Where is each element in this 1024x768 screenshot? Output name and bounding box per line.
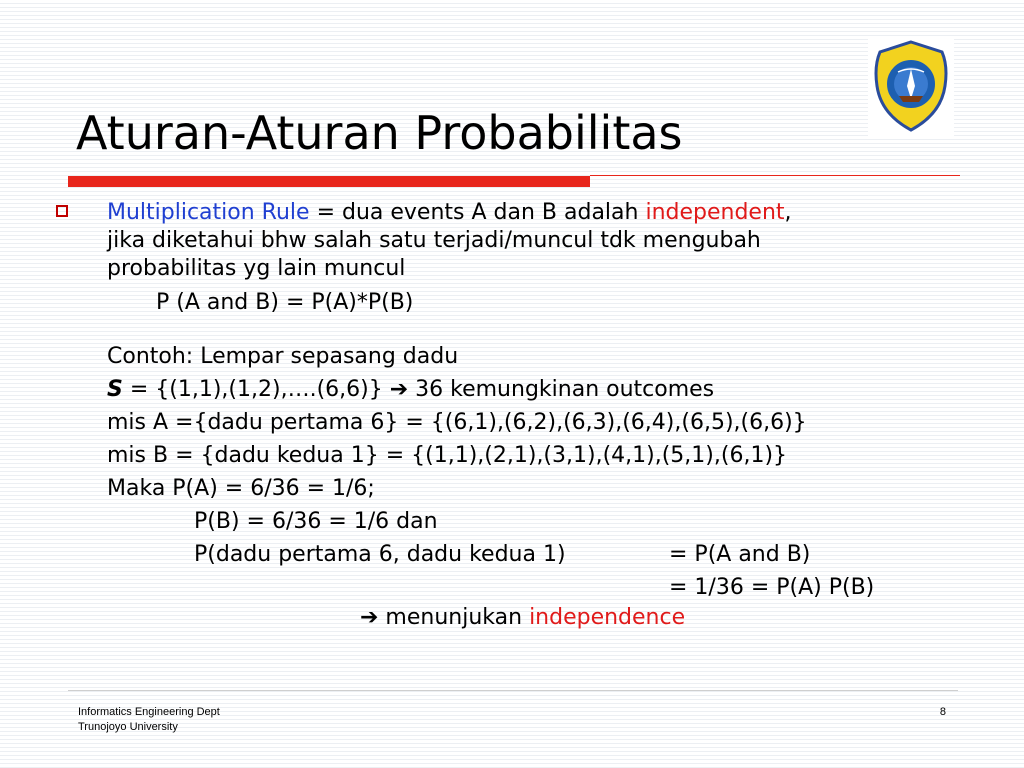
joint-label: P(dadu pertama 6, dadu kedua 1) xyxy=(194,542,566,567)
sample-space-line xyxy=(107,376,714,403)
footer-university: Trunojoyo University xyxy=(78,721,178,733)
conclusion-text: menunjukan xyxy=(378,605,530,630)
rule-term: Multiplication Rule xyxy=(107,200,310,225)
footer-divider xyxy=(68,690,958,691)
rule-line-3: probabilitas yg lain muncul xyxy=(107,256,406,281)
bullet-square-icon xyxy=(56,205,68,217)
rule-line-1 xyxy=(107,199,792,226)
probability-a: Maka P(A) = 6/36 = 1/6; xyxy=(107,476,375,501)
event-b: mis B = {dadu kedua 1} = {(1,1),(2,1),(3,1),(4,1),(5,1),(6,1)} xyxy=(107,443,788,468)
probability-b: P(B) = 6/36 = 1/6 dan xyxy=(194,509,438,534)
university-seal-icon xyxy=(868,36,954,136)
rule-text-end: , xyxy=(784,200,792,225)
title-underline-rule xyxy=(590,175,960,176)
event-a: mis A ={dadu pertama 6} = {(6,1),(6,2),(6,3),(6,4),(6,5),(6,6)} xyxy=(107,410,807,435)
formula: P (A and B) = P(A)*P(B) xyxy=(156,290,414,315)
title-underline-bar xyxy=(68,176,590,187)
joint-equation-2: = 1/36 = P(A) P(B) xyxy=(669,575,875,600)
arrow-right-icon: ➔ xyxy=(360,605,379,630)
slide-title: Aturan-Aturan Probabilitas xyxy=(76,106,683,160)
conclusion-line xyxy=(360,604,685,631)
arrow-right-icon: ➔ xyxy=(389,377,409,402)
conclusion-highlight: independence xyxy=(529,605,686,630)
sample-space-text: = {(1,1),(1,2),….(6,6)} xyxy=(122,377,390,402)
sample-space-symbol: S xyxy=(107,377,123,402)
footer-text xyxy=(78,705,220,735)
footer-department: Informatics Engineering Dept xyxy=(78,706,220,718)
rule-line-2: jika diketahui bhw salah satu terjadi/muncul tdk mengubah xyxy=(107,228,761,253)
rule-highlight: independent xyxy=(645,200,785,225)
page-number: 8 xyxy=(939,706,946,718)
example-title: Contoh: Lempar sepasang dadu xyxy=(107,344,459,369)
rule-text: = dua events A dan B adalah xyxy=(309,200,646,225)
joint-equation-1: = P(A and B) xyxy=(669,542,811,567)
sample-space-result: 36 kemungkinan outcomes xyxy=(408,377,715,402)
